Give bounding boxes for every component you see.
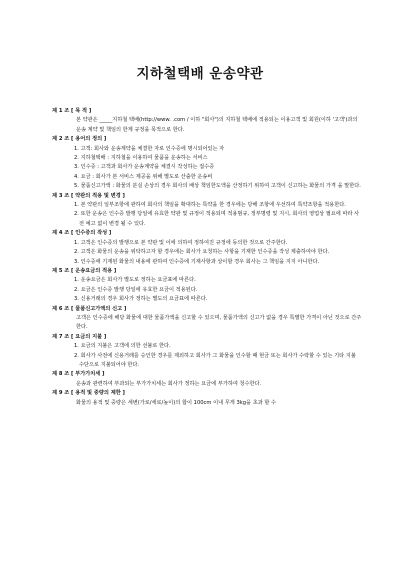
article-item: 2. 또한 운송은 인수증 발행 당일에 유효한 약관 및 규정이 적용되며 적용범규, 정부명령 및 지시, 회사의 영업상 필요에 따라 사전 예고 없이 변경 될 수 있다. (74, 211, 360, 227)
article-item: 1. 운송요금은 회사가 별도로 정하는 요금표에 따른다. (74, 277, 196, 284)
article-item: 3. 인수증 : 고객과 회사가 운송계약을 체결시 작성하는 접수증 (74, 164, 215, 171)
article-item: 1. 고객: 회사와 운송계약을 체결한 자로 인수증에 명시되어있는 자 (74, 145, 225, 152)
article-3 (52, 192, 362, 230)
article-item: 1. 본 약관의 일부조항에 관하여 회사의 책임을 확대하는 특약을 한 경우에는 당해 조항에 우선하여 특약조항을 적용한다. (74, 202, 346, 209)
article-heading: 제 9 조 [ 용적 및 중량의 제한 ] (52, 390, 125, 397)
article-item: 2. 회사가 사전에 신용거래를 승인한 경우를 제외하고 회사가 그 화물을 인수할 때 현금 또는 회사가 수락할 수 있는 기타 지불 수단으로 지불되어야 한다. (74, 352, 356, 368)
article-2 (52, 135, 362, 191)
article-item: 4. 요금 : 회사가 본 서비스 제공을 위해 별도로 산출한 운송비 (74, 173, 213, 180)
article-item: 3. 신용거래의 경우 회사가 정하는 별도의 요금표에 따른다. (74, 296, 208, 303)
article-5 (52, 267, 362, 305)
article-paragraph: 운송과 관련하여 부과되는 부가가치세는 회사가 정하는 요금에 부가하여 청수한다. (76, 380, 262, 387)
article-7 (52, 333, 362, 371)
article-heading: 제 8 조 [ 부가가치세 ] (52, 371, 105, 378)
article-heading: 제 2 조 [ 용어의 정의 ] (52, 136, 107, 143)
article-item: 2. 지하철택배 : 지하철을 이용하여 물품을 운송하는 서비스 (74, 155, 208, 162)
article-9 (52, 389, 362, 408)
article-paragraph: 고객은 인수증에 해당 화물에 대한 물품가액을 신고할 수 있으며, 물품가액의 신고가 없을 경우 특별한 가격이 아닌 것으로 간주한다. (76, 314, 362, 331)
article-heading: 제 6 조 [ 물품신고가액의 신고 ] (52, 305, 127, 312)
article-1 (52, 107, 362, 135)
article-heading: 제 5 조 [ 운송요금의 적용 ] (52, 267, 117, 274)
article-heading: 제 1 조 [ 목 적 ] (52, 108, 92, 114)
article-item: 1. 요금의 지불은 고객에 의한 선불로 한다. (74, 343, 171, 350)
article-item: 2. 요금은 인수증 발행 당일에 유효한 요금이 적용된다. (74, 286, 198, 293)
article-item: 2. 고객은 화물의 운송을 위탁하고자 할 경우에는 회사가 요청하는 사항을 기재한 인수증을 작성 제출하여야 한다. (74, 249, 330, 256)
article-heading: 제 3 조 [ 약관의 적용 및 변경 ] (52, 192, 125, 199)
article-8 (52, 370, 362, 389)
article-item: 3. 인수증에 기재된 화물의 내용에 관하여 인수증에 기재사항과 상이할 경우 회사는 그 책임을 지지 아니한다. (74, 258, 320, 265)
article-4 (52, 229, 362, 267)
article-paragraph: 화물의 용적 및 중량은 세변(가로/세로/높이)의 합이 100cm 이내 무게 3kg을 초과 할 수 (76, 399, 277, 406)
document-title: 지하철택배 운송약관 (136, 66, 264, 82)
article-item: 1. 고객은 인수증의 발행으로 본 약관 및 이에 의하여 정하여진 규정에 동의한 것으로 간주한다. (74, 239, 288, 246)
article-paragraph: 본 약관은 _____지하철 택배(http://www. .com / 이하 "회사")의 지하철 택배에 적용되는 이용고객 및 회원(이하 '고객')과의 운송 계약 및 책임의 한계 규정을 목적으로 한다. (76, 117, 358, 133)
article-heading: 제 4 조 [ 인수증의 작성 ] (52, 230, 112, 237)
article-6 (52, 305, 362, 333)
article-heading: 제 7 조 [ 요금의 지불 ] (52, 333, 107, 340)
article-item: 5. 물품신고가액 : 화물의 분실 손상의 경우 회사의 배상 책임한도액을 산정하기 위하여 고객이 신고하는 화물의 가격 을 말한다. (74, 183, 361, 190)
document-body (52, 107, 362, 408)
